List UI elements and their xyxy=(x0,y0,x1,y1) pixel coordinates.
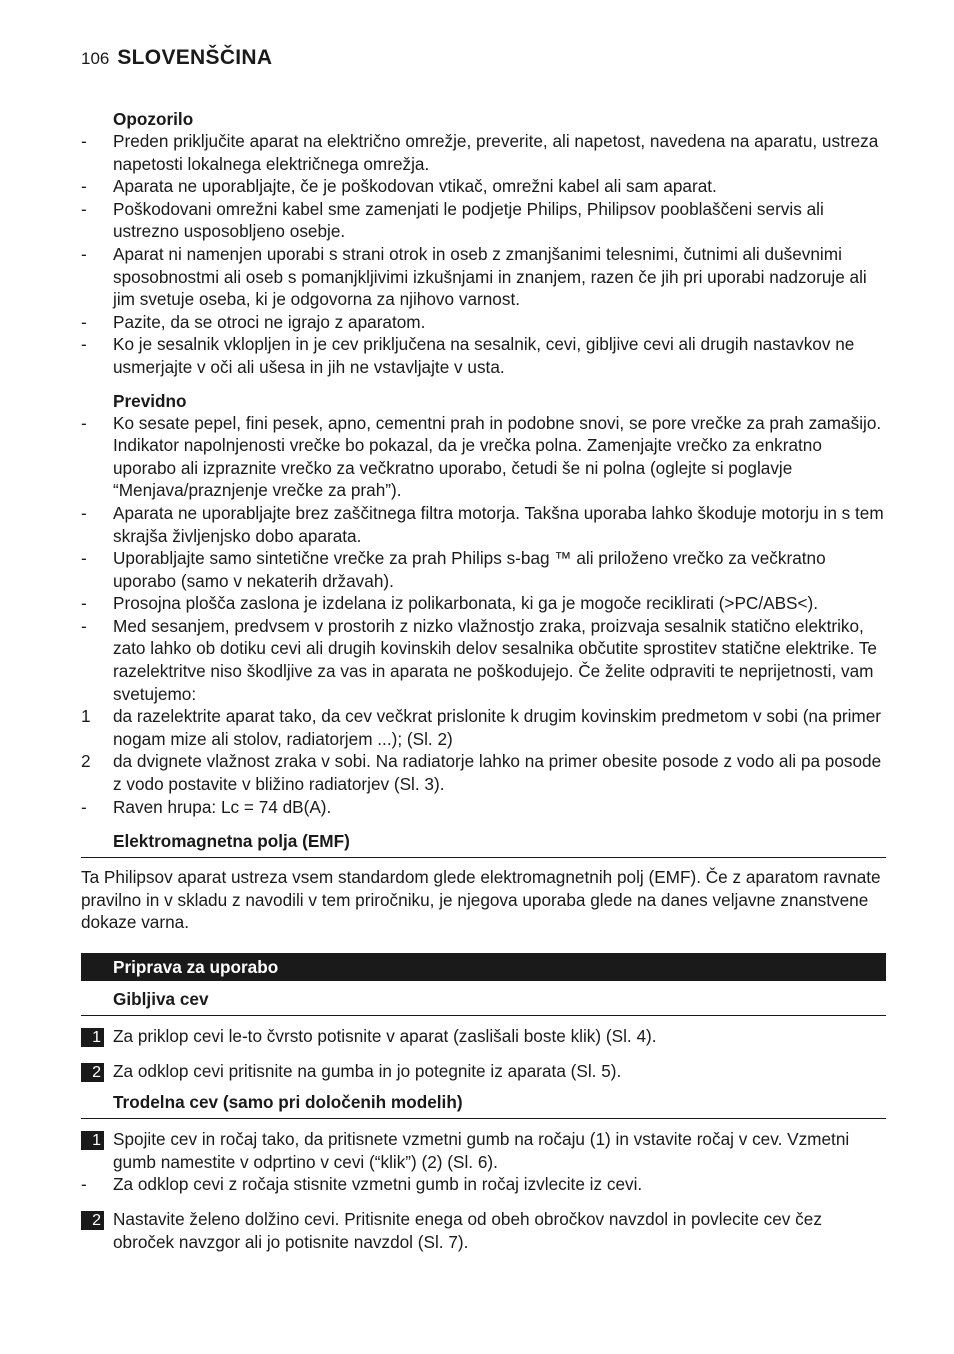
dash-marker: - xyxy=(81,615,87,636)
dash-marker: - xyxy=(81,311,87,332)
list-item: - Uporabljajte samo sintetične vrečke za prah Philips s-bag ™ ali priloženo vrečko za večkratno uporabo (samo v nekaterih državah). xyxy=(81,548,826,591)
list-item: - Ko je sesalnik vklopljen in je cev priključena na sesalnik, cevi, gibljive cevi ali drugih nastavkov ne usmerjajte v oči ali ušesa in jih ne vstavljajte v usta. xyxy=(81,334,855,377)
step-text: Za priklop cevi le-to čvrsto potisnite v aparat (zaslišali boste klik) (Sl. 4). xyxy=(113,1026,657,1046)
list-item: - Ko sesate pepel, fini pesek, apno, cementni prah in podobne snovi, se pore vrečke za prah zamašijo. Indikator napolnjenosti vrečke bo pokazal, da je vrečka polna. Zamenjajte vrečko za enkratno uporabo ali izpraznite vrečko za večkratno uporabo, četudi še ni polna (oglejte si poglavje “Menjava/praznjenje vrečke za prah”). xyxy=(81,412,882,501)
tube-heading: Trodelna cev (samo pri določenih modelih) xyxy=(81,1091,886,1119)
list-item: - Med sesanjem, predvsem v prostorih z nizko vlažnostjo zraka, proizvaja sesalnik statično elektriko, zato lahko ob dotiku cevi ali drugih kovinskih delov sesalnika občutite sprostitev statične elektrike. Te razelektritve niso škodljive za vas in aparata ne poškodujejo. Če želite odpraviti te neprijetnosti, vam svetujemo: xyxy=(81,615,877,704)
list-item: - Preden priključite aparat na električno omrežje, preverite, ali napetost, navedena na aparatu, ustreza napetosti lokalnega električnega omrežja. xyxy=(81,131,879,174)
warning-heading: Opozorilo xyxy=(113,109,194,129)
dash-marker: - xyxy=(81,131,87,151)
dash-marker: - xyxy=(81,548,87,569)
emf-paragraph: Ta Philipsov aparat ustreza vsem standardom glede elektromagnetnih polj (EMF). Če z aparatom ravnate pravilno in v skladu z navodili v tem priročniku, je njegova uporaba glede na danes veljavne znanstvene dokaze varna. xyxy=(81,867,881,933)
numbered-item: 1 da razelektrite aparat tako, da cev večkrat prislonite k drugim kovinskim predmetom v sobi (na primer nogam mize ali stolov, radiatorjem ...); (Sl. 2) xyxy=(81,706,882,749)
dash-marker: - xyxy=(81,176,87,197)
step-text: Nastavite želeno dolžino cevi. Pritisnite enega od obeh obročkov navzdol in povlecite cev čez obroček navzgor ali jo potisnite navzdol (Sl. 7). xyxy=(113,1208,822,1252)
step-text: Spojite cev in ročaj tako, da pritisnete vzmetni gumb na ročaju (1) in vstavite ročaj v cev. Vzmetni gumb namestite v odprtino v cevi (“klik”) (2) (Sl. 6). xyxy=(113,1129,850,1172)
step-number-badge: 2 xyxy=(81,1063,104,1082)
dash-marker: - xyxy=(81,243,87,264)
page-header xyxy=(81,46,272,70)
list-item: - Raven hrupa: Lc = 74 dB(A). xyxy=(81,796,332,817)
list-item: - Prosojna plošča zaslona je izdelana iz polikarbonata, ki ga je mogoče reciklirati (>PC/ABS<). xyxy=(81,593,819,614)
dash-marker: - xyxy=(81,796,87,817)
dash-marker: - xyxy=(81,198,87,219)
dash-marker: - xyxy=(81,334,87,355)
flexible-hose-heading: Gibljiva cev xyxy=(81,988,886,1016)
list-item: - Aparata ne uporabljajte brez zaščitnega filtra motorja. Takšna uporaba lahko škoduje motorju in s tem skrajša življenjsko dobo aparata. xyxy=(81,502,884,546)
step-item xyxy=(81,1060,886,1083)
step-number-badge: 1 xyxy=(81,1028,104,1047)
emf-heading: Elektromagnetna polja (EMF) xyxy=(81,830,886,858)
step-item xyxy=(81,1128,886,1173)
dash-marker: - xyxy=(81,1174,87,1195)
step-item xyxy=(81,1025,886,1048)
step-item xyxy=(81,1208,886,1253)
item-number: 2 xyxy=(81,751,91,772)
section-heading-bar: Priprava za uporabo xyxy=(81,953,886,981)
item-number: 1 xyxy=(81,706,91,727)
list-item: - Pazite, da se otroci ne igrajo z aparatom. xyxy=(81,311,426,332)
page-number: 106 xyxy=(81,49,110,68)
page-content xyxy=(81,108,886,1253)
list-item: - Za odklop cevi z ročaja stisnite vzmetni gumb in ročaj izvlecite iz cevi. xyxy=(81,1174,643,1195)
step-number-badge: 1 xyxy=(81,1131,104,1150)
dash-marker: - xyxy=(81,412,87,433)
step-number-badge: 2 xyxy=(81,1211,104,1230)
caution-list xyxy=(81,412,886,819)
step-text: Za odklop cevi pritisnite na gumba in jo potegnite iz aparata (Sl. 5). xyxy=(113,1060,622,1081)
caution-heading: Previdno xyxy=(113,390,187,411)
list-item: - Poškodovani omrežni kabel sme zamenjati le podjetje Philips, Philipsov pooblaščeni servis ali ustrezno usposobljeno osebje. xyxy=(81,198,824,242)
numbered-item: 2 da dvignete vlažnost zraka v sobi. Na radiatorje lahko na primer obesite posode z vodo ali pa posode z vodo postavite v bližino radiatorjev (Sl. 3). xyxy=(81,751,882,795)
list-item: - Aparat ni namenjen uporabi s strani otrok in oseb z zmanjšanimi telesnimi, čutnimi ali duševnimi sposobnostmi ali oseb s pomanjkljivimi izkušnjami in znanjem, razen če jih pri uporabi nadzoruje ali jim svetuje oseba, ki je odgovorna za njihovo varnost. xyxy=(81,243,867,310)
language-title: SLOVENŠČINA xyxy=(117,46,273,69)
list-item: - Aparata ne uporabljajte, če je poškodovan vtikač, omrežni kabel ali sam aparat. xyxy=(81,176,717,197)
warning-list xyxy=(81,130,886,379)
dash-marker: - xyxy=(81,502,87,523)
dash-marker: - xyxy=(81,593,87,614)
